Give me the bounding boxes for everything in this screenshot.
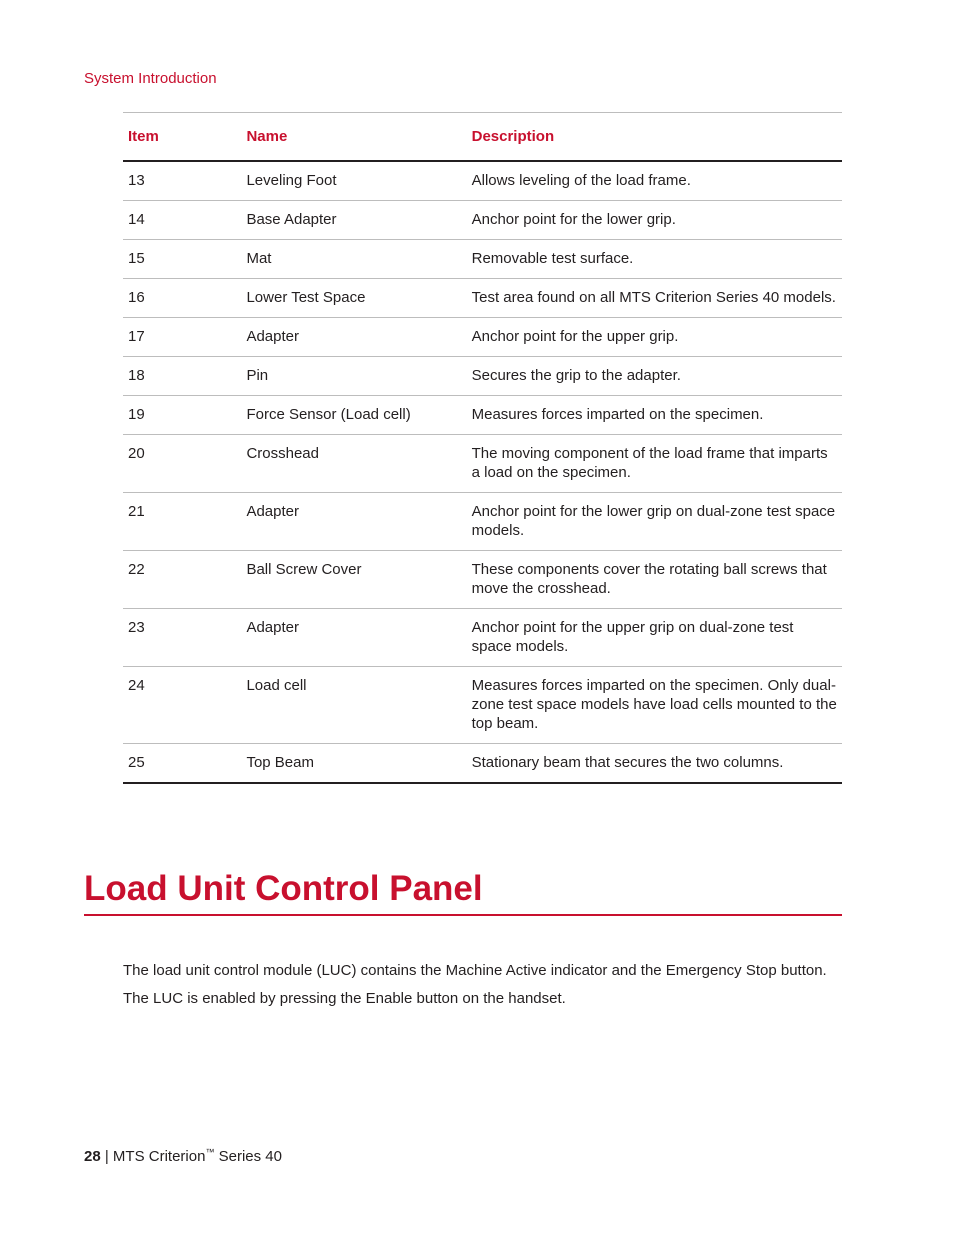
component-table <box>123 112 842 784</box>
cell-name: Load cell <box>241 667 466 744</box>
cell-item: 25 <box>123 744 241 784</box>
table-row <box>123 240 842 279</box>
cell-name: Adapter <box>241 609 466 667</box>
cell-description: Measures forces imparted on the specimen. Only dual-zone test space models have load cells mounted to the top beam. <box>467 667 842 744</box>
cell-name: Crosshead <box>241 435 466 493</box>
cell-item: 16 <box>123 279 241 318</box>
cell-name: Mat <box>241 240 466 279</box>
table-row <box>123 396 842 435</box>
cell-name: Leveling Foot <box>241 161 466 201</box>
table-row <box>123 667 842 744</box>
cell-description: These components cover the rotating ball screws that move the crosshead. <box>467 551 842 609</box>
section-body <box>123 957 853 1013</box>
cell-name: Lower Test Space <box>241 279 466 318</box>
table-row <box>123 493 842 551</box>
table-row <box>123 744 842 784</box>
cell-description: Measures forces imparted on the specimen. <box>467 396 842 435</box>
footer-series: Series 40 <box>214 1148 282 1165</box>
cell-name: Top Beam <box>241 744 466 784</box>
trademark-symbol: ™ <box>205 1147 215 1157</box>
column-header-name: Name <box>241 113 466 162</box>
cell-description: Anchor point for the lower grip on dual-zone test space models. <box>467 493 842 551</box>
column-header-description: Description <box>467 113 842 162</box>
footer-separator: | <box>100 1148 113 1165</box>
section-heading: Load Unit Control Panel <box>84 866 842 916</box>
cell-name: Adapter <box>241 318 466 357</box>
table-row <box>123 201 842 240</box>
cell-description: Test area found on all MTS Criterion Series 40 models. <box>467 279 842 318</box>
cell-item: 24 <box>123 667 241 744</box>
cell-item: 15 <box>123 240 241 279</box>
cell-item: 23 <box>123 609 241 667</box>
cell-item: 14 <box>123 201 241 240</box>
cell-item: 20 <box>123 435 241 493</box>
table-row <box>123 318 842 357</box>
cell-item: 18 <box>123 357 241 396</box>
cell-item: 17 <box>123 318 241 357</box>
cell-description: Anchor point for the lower grip. <box>467 201 842 240</box>
table-header-row <box>123 113 842 162</box>
table-row <box>123 357 842 396</box>
cell-name: Ball Screw Cover <box>241 551 466 609</box>
cell-name: Pin <box>241 357 466 396</box>
cell-description: Secures the grip to the adapter. <box>467 357 842 396</box>
page-footer <box>84 1147 282 1165</box>
table-row <box>123 161 842 201</box>
table-row <box>123 551 842 609</box>
column-header-item: Item <box>123 113 241 162</box>
footer-product: MTS Criterion <box>112 1148 206 1165</box>
cell-name: Base Adapter <box>241 201 466 240</box>
running-header: System Introduction <box>84 70 217 87</box>
cell-item: 19 <box>123 396 241 435</box>
paragraph: The load unit control module (LUC) contains the Machine Active indicator and the Emergency Stop button. <box>123 962 827 979</box>
cell-description: Anchor point for the upper grip. <box>467 318 842 357</box>
table-row <box>123 279 842 318</box>
page-number: 28 <box>84 1148 101 1165</box>
table-row <box>123 435 842 493</box>
cell-description: Anchor point for the upper grip on dual-zone test space models. <box>467 609 842 667</box>
cell-name: Force Sensor (Load cell) <box>241 396 466 435</box>
cell-name: Adapter <box>241 493 466 551</box>
cell-description: Allows leveling of the load frame. <box>467 161 842 201</box>
cell-description: Stationary beam that secures the two columns. <box>467 744 842 784</box>
table-row <box>123 609 842 667</box>
cell-item: 22 <box>123 551 241 609</box>
paragraph: The LUC is enabled by pressing the Enable button on the handset. <box>123 990 566 1007</box>
cell-item: 21 <box>123 493 241 551</box>
cell-description: The moving component of the load frame that imparts a load on the specimen. <box>467 435 842 493</box>
cell-item: 13 <box>123 161 241 201</box>
cell-description: Removable test surface. <box>467 240 842 279</box>
